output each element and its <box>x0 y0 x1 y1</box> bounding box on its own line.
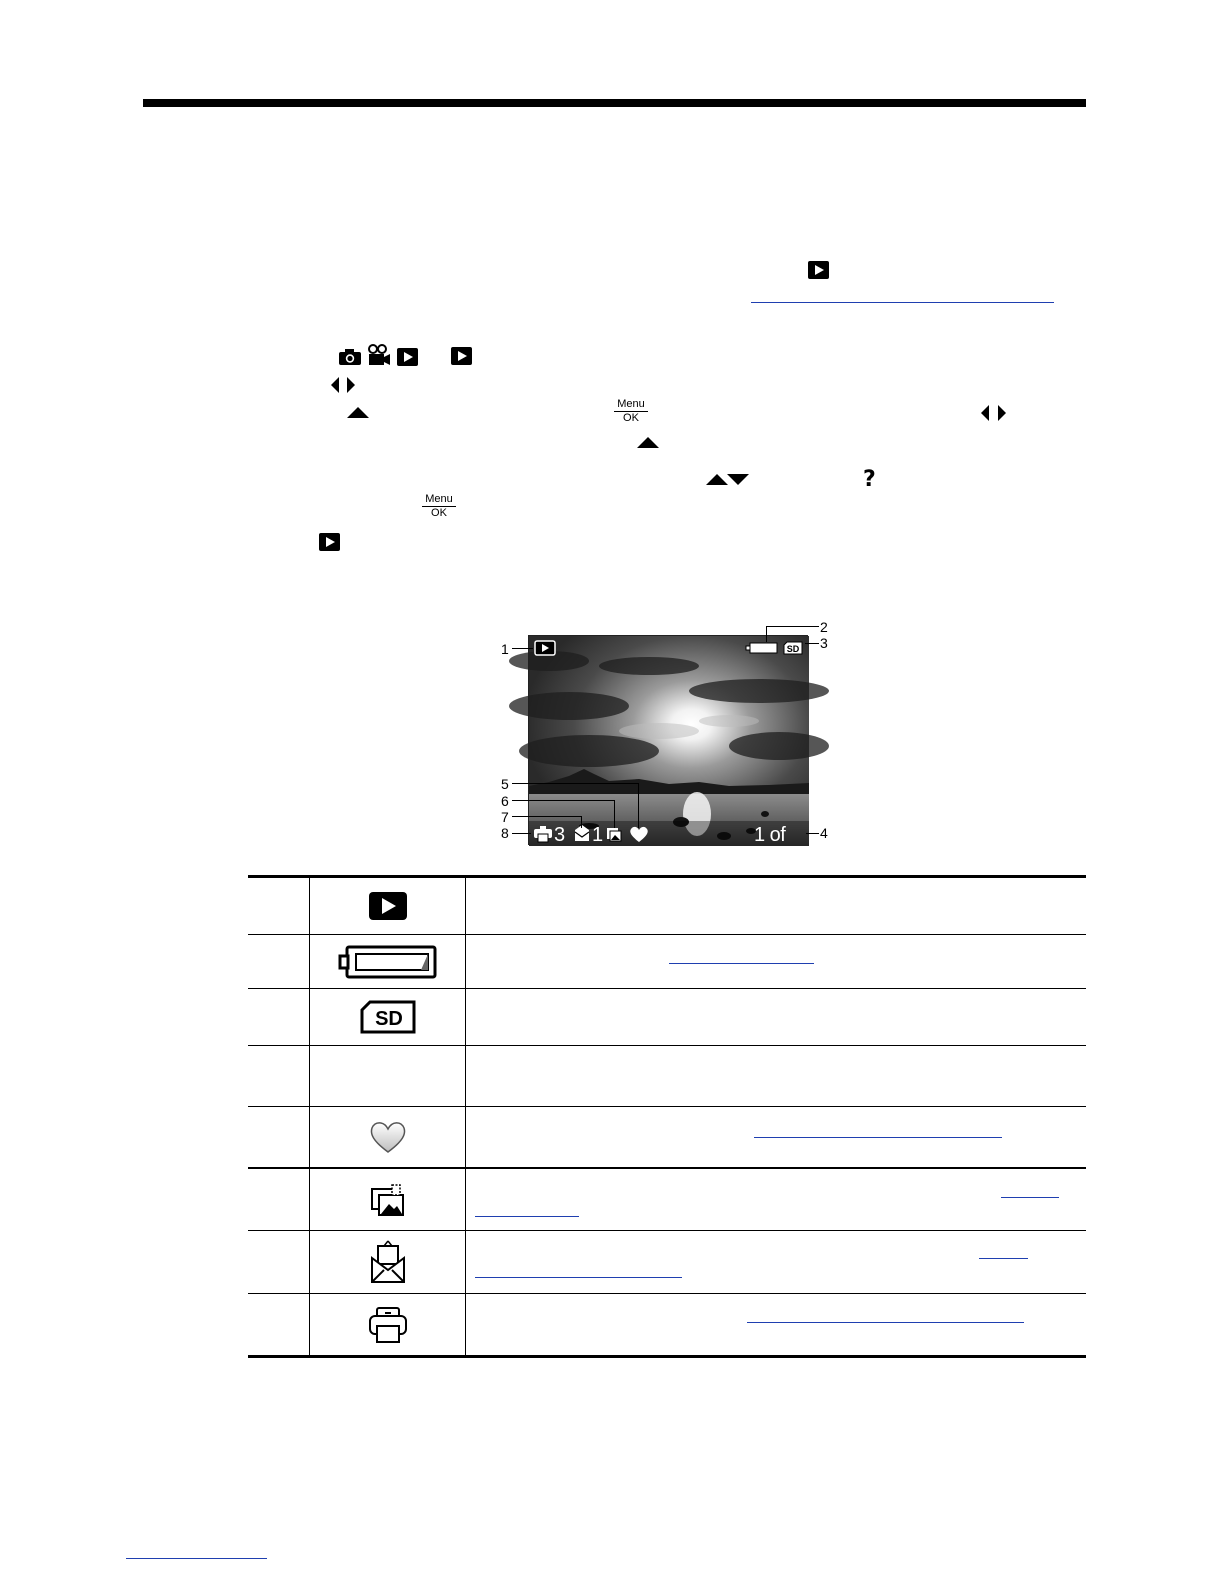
icon-cell <box>310 1231 465 1293</box>
menu-ok-button-icon: Menu OK <box>614 399 648 424</box>
left-arrow-icon <box>331 377 339 393</box>
table-row <box>248 1169 1086 1231</box>
svg-text:SD: SD <box>786 644 800 654</box>
sd-card-icon <box>360 1000 416 1034</box>
table-row <box>248 1046 1086 1107</box>
callout-leader <box>806 833 819 834</box>
callout-2: 2 <box>820 619 828 635</box>
link-underline[interactable] <box>751 302 1054 303</box>
callout-5: 5 <box>501 776 509 792</box>
callout-leader <box>638 783 639 828</box>
callout-leader <box>614 800 615 828</box>
menu-ok-button-icon: Menu OK <box>422 494 456 519</box>
printer-icon <box>533 825 553 843</box>
playback-icon <box>808 261 829 279</box>
heart-icon <box>629 825 649 843</box>
sunset-photo <box>529 636 809 846</box>
battery-icon <box>339 945 437 979</box>
link-underline[interactable] <box>979 1258 1028 1259</box>
link-underline[interactable] <box>754 1137 1002 1138</box>
callout-leader <box>766 626 767 642</box>
heart-icon <box>369 1120 407 1154</box>
table-row <box>248 875 1086 935</box>
battery-icon <box>746 642 778 654</box>
icon-cell <box>310 1294 465 1355</box>
right-arrow-icon <box>347 377 355 393</box>
icon-cell <box>310 935 465 988</box>
callout-leader <box>512 648 533 649</box>
callout-leader <box>581 816 582 828</box>
callout-leader <box>766 626 819 627</box>
playback-screen-image <box>528 635 808 866</box>
link-underline[interactable] <box>669 963 814 964</box>
panorama-icon <box>370 1183 406 1217</box>
table-row <box>248 1294 1086 1358</box>
playback-icon <box>319 533 340 551</box>
callout-1: 1 <box>501 641 509 657</box>
callout-leader <box>512 783 639 784</box>
playback-icon <box>534 640 556 656</box>
table-row <box>248 1231 1086 1294</box>
icon-cell <box>310 989 465 1045</box>
link-underline[interactable] <box>475 1216 579 1217</box>
callout-6: 6 <box>501 793 509 809</box>
footer-link-underline[interactable] <box>126 1558 267 1559</box>
help-icon: ? <box>863 467 876 492</box>
up-arrow-icon <box>347 407 369 418</box>
down-arrow-icon <box>727 474 749 485</box>
link-underline[interactable] <box>475 1277 682 1278</box>
icon-cell <box>310 1169 465 1230</box>
camera-icon <box>338 348 362 366</box>
svg-text:SD: SD <box>374 1008 403 1030</box>
icon-legend-table <box>248 875 1086 1358</box>
left-arrow-icon <box>981 405 989 421</box>
callout-8: 8 <box>501 825 509 841</box>
table-row <box>248 1107 1086 1169</box>
up-arrow-icon <box>637 437 659 448</box>
icon-cell <box>310 1107 465 1167</box>
playback-icon <box>369 892 407 920</box>
icon-cell <box>310 878 465 934</box>
callout-4: 4 <box>820 825 828 841</box>
sd-card-icon <box>783 641 803 655</box>
printer-icon <box>368 1306 408 1344</box>
share-envelope-icon <box>370 1240 406 1284</box>
playback-icon <box>397 348 418 366</box>
playback-icon <box>451 347 472 365</box>
print-count: 3 <box>554 824 566 846</box>
callout-7: 7 <box>501 809 509 825</box>
table-row <box>248 989 1086 1046</box>
right-arrow-icon <box>998 405 1006 421</box>
share-count: 1 <box>592 824 604 846</box>
link-underline[interactable] <box>1001 1197 1059 1198</box>
table-row <box>248 935 1086 989</box>
up-arrow-icon <box>706 474 728 485</box>
image-counter: 1 of 30 <box>754 824 786 866</box>
header-rule <box>143 99 1086 107</box>
link-underline[interactable] <box>747 1322 1024 1323</box>
callout-leader <box>512 800 615 801</box>
callout-leader <box>512 816 582 817</box>
share-envelope-icon <box>574 824 590 842</box>
callout-leader <box>512 833 531 834</box>
icon-cell <box>310 1046 465 1106</box>
callout-leader <box>805 643 819 644</box>
video-icon <box>367 344 391 366</box>
callout-3: 3 <box>820 635 828 651</box>
